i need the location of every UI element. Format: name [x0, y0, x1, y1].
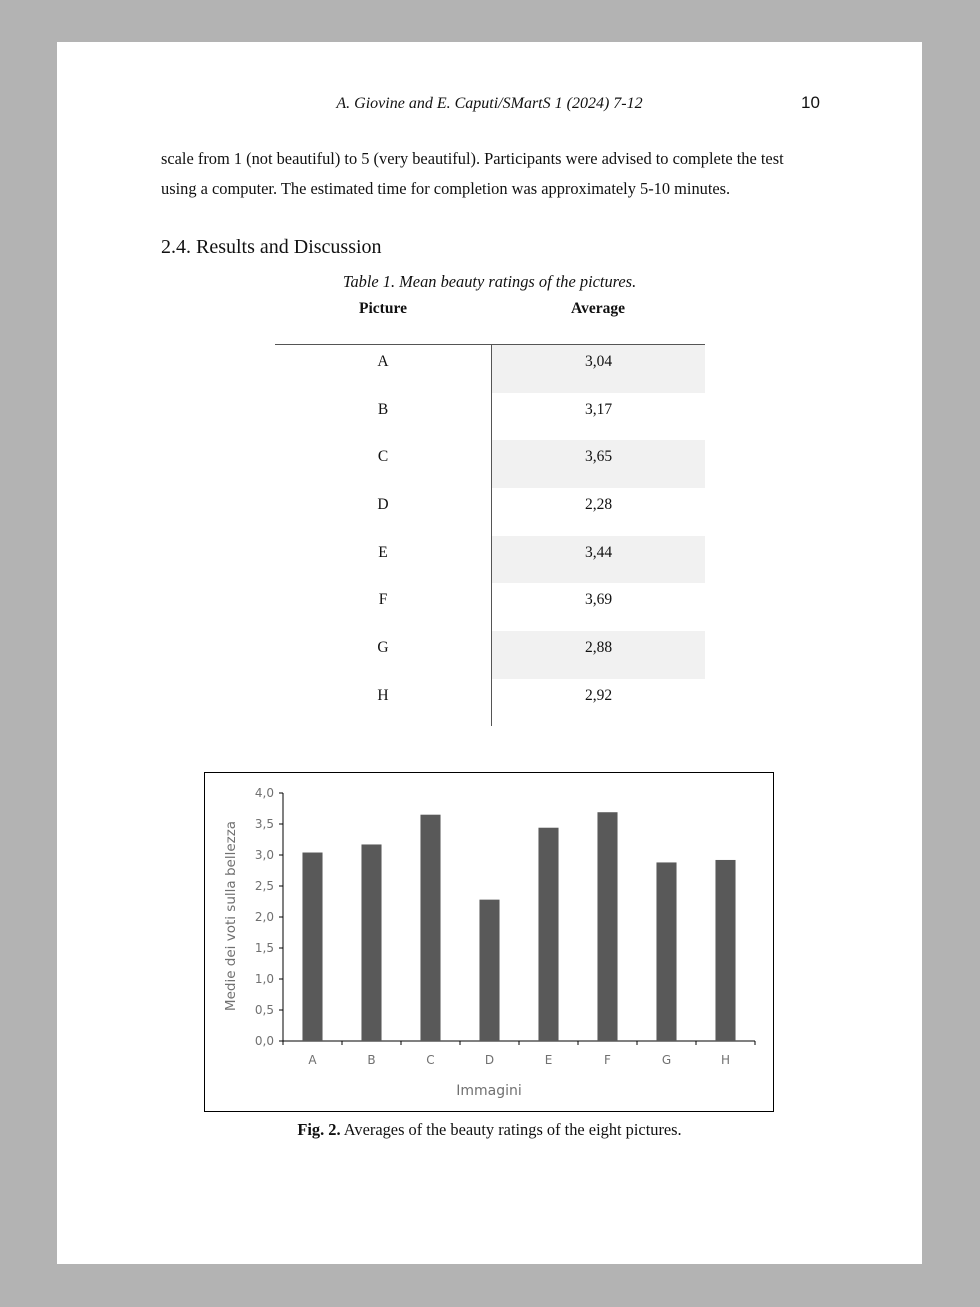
- picture-cell: F: [378, 591, 388, 609]
- average-cell: 3,44: [492, 536, 705, 584]
- y-tick-label: 2,0: [254, 910, 274, 924]
- y-tick-label: 1,5: [254, 941, 274, 955]
- x-tick-label: B: [367, 1053, 376, 1067]
- document-page: [57, 42, 922, 1264]
- body-paragraph: scale from 1 (not beautiful) to 5 (very beautiful). Participants were advised to complete the test using a computer. The estimated time for completion was approximately 5-10 minutes.: [161, 149, 784, 198]
- x-tick-label: A: [308, 1053, 317, 1067]
- running-head: A. Giovine and E. Caputi/SMartS 1 (2024) 7-12: [336, 95, 643, 112]
- table-row: [275, 488, 705, 536]
- average-cell: 2,92: [584, 686, 613, 704]
- table-row: [275, 583, 705, 631]
- average-cell: 3,17: [584, 400, 613, 418]
- bar-chart: [205, 773, 772, 1110]
- table-row: [275, 440, 705, 488]
- figure-frame: [204, 772, 774, 1112]
- picture-cell: H: [377, 686, 389, 704]
- figure-caption-label: Fig. 2.: [297, 1120, 341, 1139]
- bar-b: [361, 844, 381, 1041]
- figure-caption: [57, 1120, 922, 1140]
- bar-c: [420, 815, 440, 1041]
- y-tick-label: 1,0: [254, 972, 274, 986]
- x-tick-label: C: [426, 1053, 435, 1067]
- table-row: [275, 345, 705, 393]
- picture-cell: C: [377, 448, 389, 466]
- bar-g: [656, 862, 676, 1041]
- picture-cell: D: [377, 496, 389, 514]
- x-tick-label: D: [484, 1053, 495, 1067]
- y-tick-label: 4,0: [254, 786, 274, 800]
- page-number: 10: [801, 93, 820, 112]
- picture-cell: B: [377, 400, 389, 418]
- table-body: [275, 345, 705, 727]
- bars: [302, 812, 735, 1041]
- table-row: [275, 393, 705, 441]
- y-axis-label: Medie dei voti sulla bellezza: [223, 820, 239, 1012]
- average-cell: 2,28: [584, 496, 613, 514]
- table-row: [275, 679, 705, 727]
- average-cell: 3,69: [584, 591, 613, 609]
- bar-h: [715, 860, 735, 1041]
- bar-d: [479, 900, 499, 1041]
- column-header-average: Average: [571, 300, 625, 317]
- section-heading: 2.4. Results and Discussion: [161, 236, 382, 258]
- table-row: [275, 536, 705, 584]
- y-tick-label: 3,5: [254, 817, 274, 831]
- x-tick-label: F: [604, 1053, 611, 1067]
- x-axis: [283, 1041, 755, 1067]
- y-tick-label: 0,5: [254, 1003, 274, 1017]
- picture-cell: A: [377, 353, 389, 370]
- y-tick-label: 2,5: [254, 879, 274, 893]
- y-tick-label: 3,0: [254, 848, 274, 862]
- x-axis-label: Immagini: [456, 1083, 522, 1099]
- figure-caption-text: Averages of the beauty ratings of the eight pictures.: [340, 1120, 682, 1139]
- average-cell: 3,04: [492, 345, 705, 393]
- picture-cell: E: [378, 543, 388, 561]
- y-axis: [255, 786, 283, 1048]
- table-row: [275, 631, 705, 679]
- table-caption: Table 1. Mean beauty ratings of the pictures.: [342, 272, 637, 291]
- bar-f: [597, 812, 617, 1041]
- column-header-picture: Picture: [359, 300, 407, 317]
- average-cell: 2,88: [492, 631, 705, 679]
- x-tick-label: H: [720, 1053, 731, 1067]
- picture-cell: G: [377, 639, 389, 657]
- x-tick-label: G: [661, 1053, 672, 1067]
- bar-a: [302, 853, 322, 1041]
- x-tick-label: E: [544, 1053, 553, 1067]
- y-tick-label: 0,0: [254, 1034, 274, 1048]
- average-cell: 3,65: [492, 440, 705, 488]
- bar-e: [538, 828, 558, 1041]
